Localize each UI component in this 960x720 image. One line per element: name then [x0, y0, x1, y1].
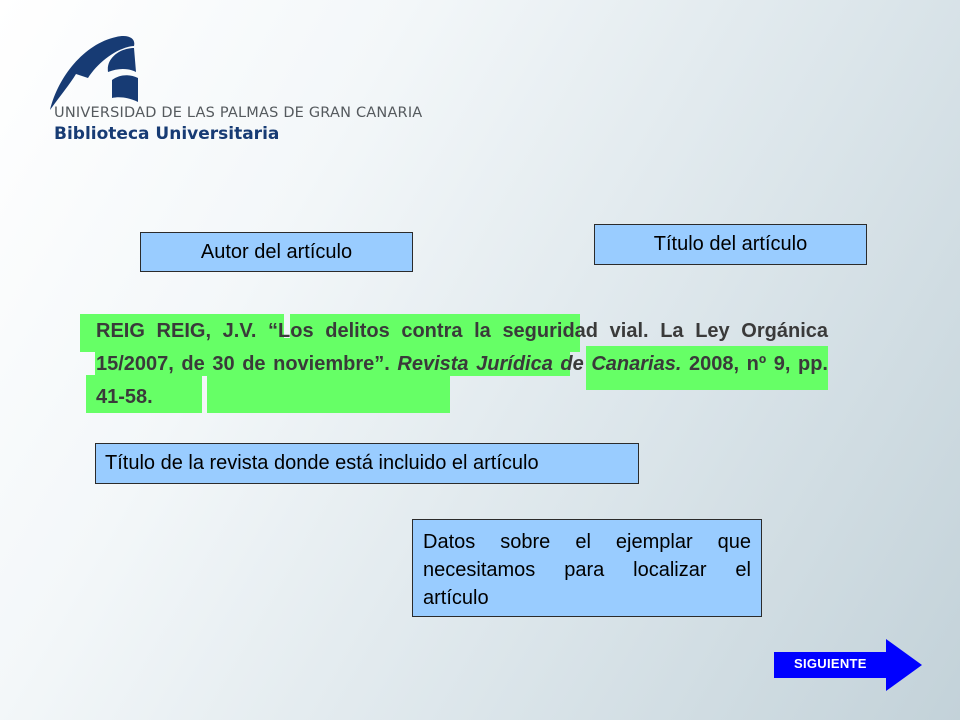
journal-title-label: Título de la revista donde está incluido el artículo — [95, 443, 639, 484]
library-name: Biblioteca Universitaria — [54, 124, 280, 144]
university-logo — [46, 32, 446, 147]
citation-article-title: “Los delitos contra la seguridad vial. La Ley Orgánica 15/2007, de 30 de noviembre”. — [96, 320, 829, 375]
citation-author: REIG REIG, J.V. — [96, 320, 257, 342]
author-label: Autor del artículo — [140, 232, 413, 272]
citation-details: 2008, nº 9, pp. 41-58. — [96, 353, 828, 408]
next-button-label: SIGUIENTE — [794, 656, 867, 671]
citation-journal: Revista Jurídica de Canarias. — [397, 353, 682, 375]
article-title-label: Título del artículo — [594, 224, 867, 265]
copy-data-label: Datos sobre el ejemplar que necesitamos para localizar el artículo — [412, 519, 762, 617]
next-button[interactable] — [774, 639, 924, 692]
university-name: UNIVERSIDAD DE LAS PALMAS DE GRAN CANARIA — [54, 105, 423, 121]
ulpgc-emblem-icon — [46, 32, 156, 112]
bibliographic-citation — [96, 315, 828, 414]
